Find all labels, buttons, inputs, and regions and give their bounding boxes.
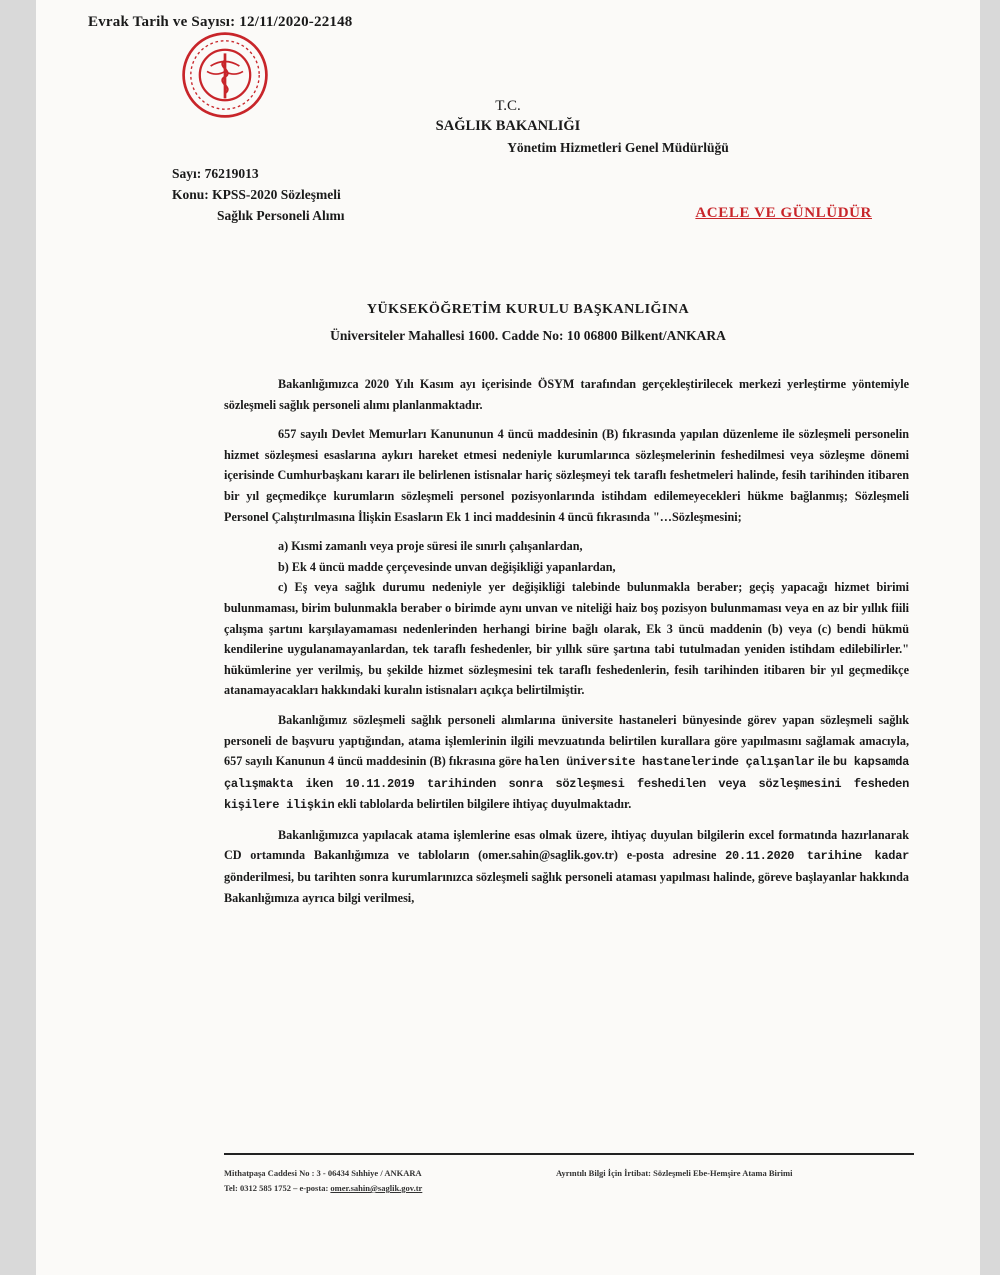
footer-info: Ayrıntılı Bilgi İçin İrtibat: Sözleşmeli Ebe-Hemşire Atama Birimi — [556, 1168, 793, 1178]
list-item-c: c) Eş veya sağlık durumu nedeniyle yer değişikliği talebinde bulunmakla beraber; geçiş yapacağı hizmet birimi bulunmaması, birim bulunmakla beraber o birimde aynı unvan ve niteliği haiz boş pozisyon bulunmaması veya en az bir yıllık fiili çalışma şartını karşılayamaması nedenlerinden herhangi birine bağlı olarak, Ek 3 üncü maddenin (b) veya (c) bendi hükmü kendilerine uygulanamayanlardan, tek taraflı feshedenler, bir yıllık süre şartına tabi tutulmadan yeniden istihdam edilebilirler." hükümlerine yer verilmiş, bu şekilde hizmet sözleşmesini tek taraflı feshedenlerin, fesih tarihinden itibaren bir yıl geçmedikçe atanamayacakları hakkındaki kuralın istisnaları açıkça belirtilmiştir. — [224, 580, 909, 698]
header-ministry: SAĞLIK BAKANLIĞI — [435, 118, 581, 134]
footer-address: Mithatpaşa Caddesi No : 3 - 06434 Sıhhiye / ANKARA — [224, 1168, 422, 1178]
urgent-label: ACELE VE GÜNLÜDÜR — [695, 205, 872, 221]
footer-divider — [224, 1153, 914, 1155]
letter-body — [224, 374, 909, 917]
paragraph-4: Bakanlığımızca yapılacak atama işlemlerine esas olmak üzere, ihtiyaç duyulan bilgilerin excel formatında hazırlanarak CD ortamında Bakanlığımıza ve tabloların (omer.sahin@saglik.gov.tr) e-posta adresine 20.11.2020 tarihine kadar gönderilmesi, bu tarihten sonra kurumlarınızca sözleşmeli sağlık personeli ataması yapılması halinde, göreve başlayanlar hakkında Bakanlığımıza ayrıca bilgi verilmesi, — [224, 827, 909, 905]
document-date-number: Evrak Tarih ve Sayısı: 12/11/2020-22148 — [88, 14, 353, 30]
subject-line-1: Konu: KPSS-2020 Sözleşmeli — [172, 187, 341, 202]
emphasis-current-staff: halen üniversite hastanelerinde çalışanlar — [524, 755, 815, 770]
footer-email-link[interactable]: omer.sahin@saglik.gov.tr — [330, 1183, 423, 1193]
letter-page — [36, 0, 980, 1275]
paragraph-1: Bakanlığımızca 2020 Yılı Kasım ayı içerisinde ÖSYM tarafından gerçekleştirilecek merkezi yerleştirme yöntemiyle sözleşmeli sağlık personeli alımı planlanmaktadır. — [224, 377, 909, 412]
footer-contact: Tel: 0312 585 1752 – e-posta: omer.sahin@saglik.gov.tr — [224, 1183, 423, 1193]
paragraph-3: Bakanlığımız sözleşmeli sağlık personeli alımlarına üniversite hastaneleri bünyesinde görev yapan sözleşmeli sağlık personeli de başvuru yaptığından, atama işlemlerinin ilgili mevzuatında belirtilen kurallara göre yapılmasını sağlamak amacıyla, 657 sayılı Kanunun 4 üncü maddesinin (B) fıkrasına göre halen üniversite hastanelerinde çalışanlar ile bu kapsamda çalışmakta iken 10.11.2019 tarihinden sonra sözleşmesi feshedilen veya sözleşmesini fesheden kişilere ilişkin ekli tablolarda belirtilen bilgilere ihtiyaç duyulmaktadır. — [224, 712, 909, 813]
recipient-address: Üniversiteler Mahallesi 1600. Cadde No: 10 06800 Bilkent/ANKARA — [330, 328, 726, 343]
emphasis-deadline: 20.11.2020 tarihine kadar — [725, 849, 909, 864]
list-item-b: b) Ek 4 üncü madde çerçevesinde unvan değişikliği yapanlardan, — [278, 559, 616, 574]
paragraph-2: 657 sayılı Devlet Memurları Kanununun 4 üncü maddesinin (B) fıkrasında yapılan düzenleme ile sözleşmeli personelin hizmet sözleşmesi esaslarına aykırı hareket etmesi nedeniyle kurumlarınca sözleşmelerinin feshedilmesi veya sözleşme dönemi içerisinde Cumhurbaşkanı kararı ile belirlenen istisnalar hariç sözleşmeyi tek taraflı feshetmeleri halinde, fesih tarihinden itibaren bir yıl geçmedikçe kurumların sözleşmeli personel pozisyonlarında istihdam edilemeyecekleri hükme bağlanmış; Sözleşmeli Personel Çalıştırılmasına İlişkin Esasların Ek 1 inci maddesinin 4 üncü fıkrasında "…Sözleşmesini; — [224, 427, 909, 524]
list-item-a: a) Kısmi zamanlı veya proje süresi ile sınırlı çalışanlardan, — [278, 539, 583, 554]
header-department: Yönetim Hizmetleri Genel Müdürlüğü — [507, 140, 729, 155]
document-number: Sayı: 76219013 — [172, 166, 259, 181]
recipient: YÜKSEKÖĞRETİM KURULU BAŞKANLIĞINA — [366, 302, 690, 317]
emphasis-terminated-staff: bu kapsamda çalışmakta iken 10.11.2019 tarihinden sonra sözleşmesi feshedilen veya sözleşmesini fesheden kişilere ilişkin — [224, 755, 909, 813]
subject-line-2: Sağlık Personeli Alımı — [217, 208, 345, 223]
header-tc: T.C. — [495, 98, 521, 114]
